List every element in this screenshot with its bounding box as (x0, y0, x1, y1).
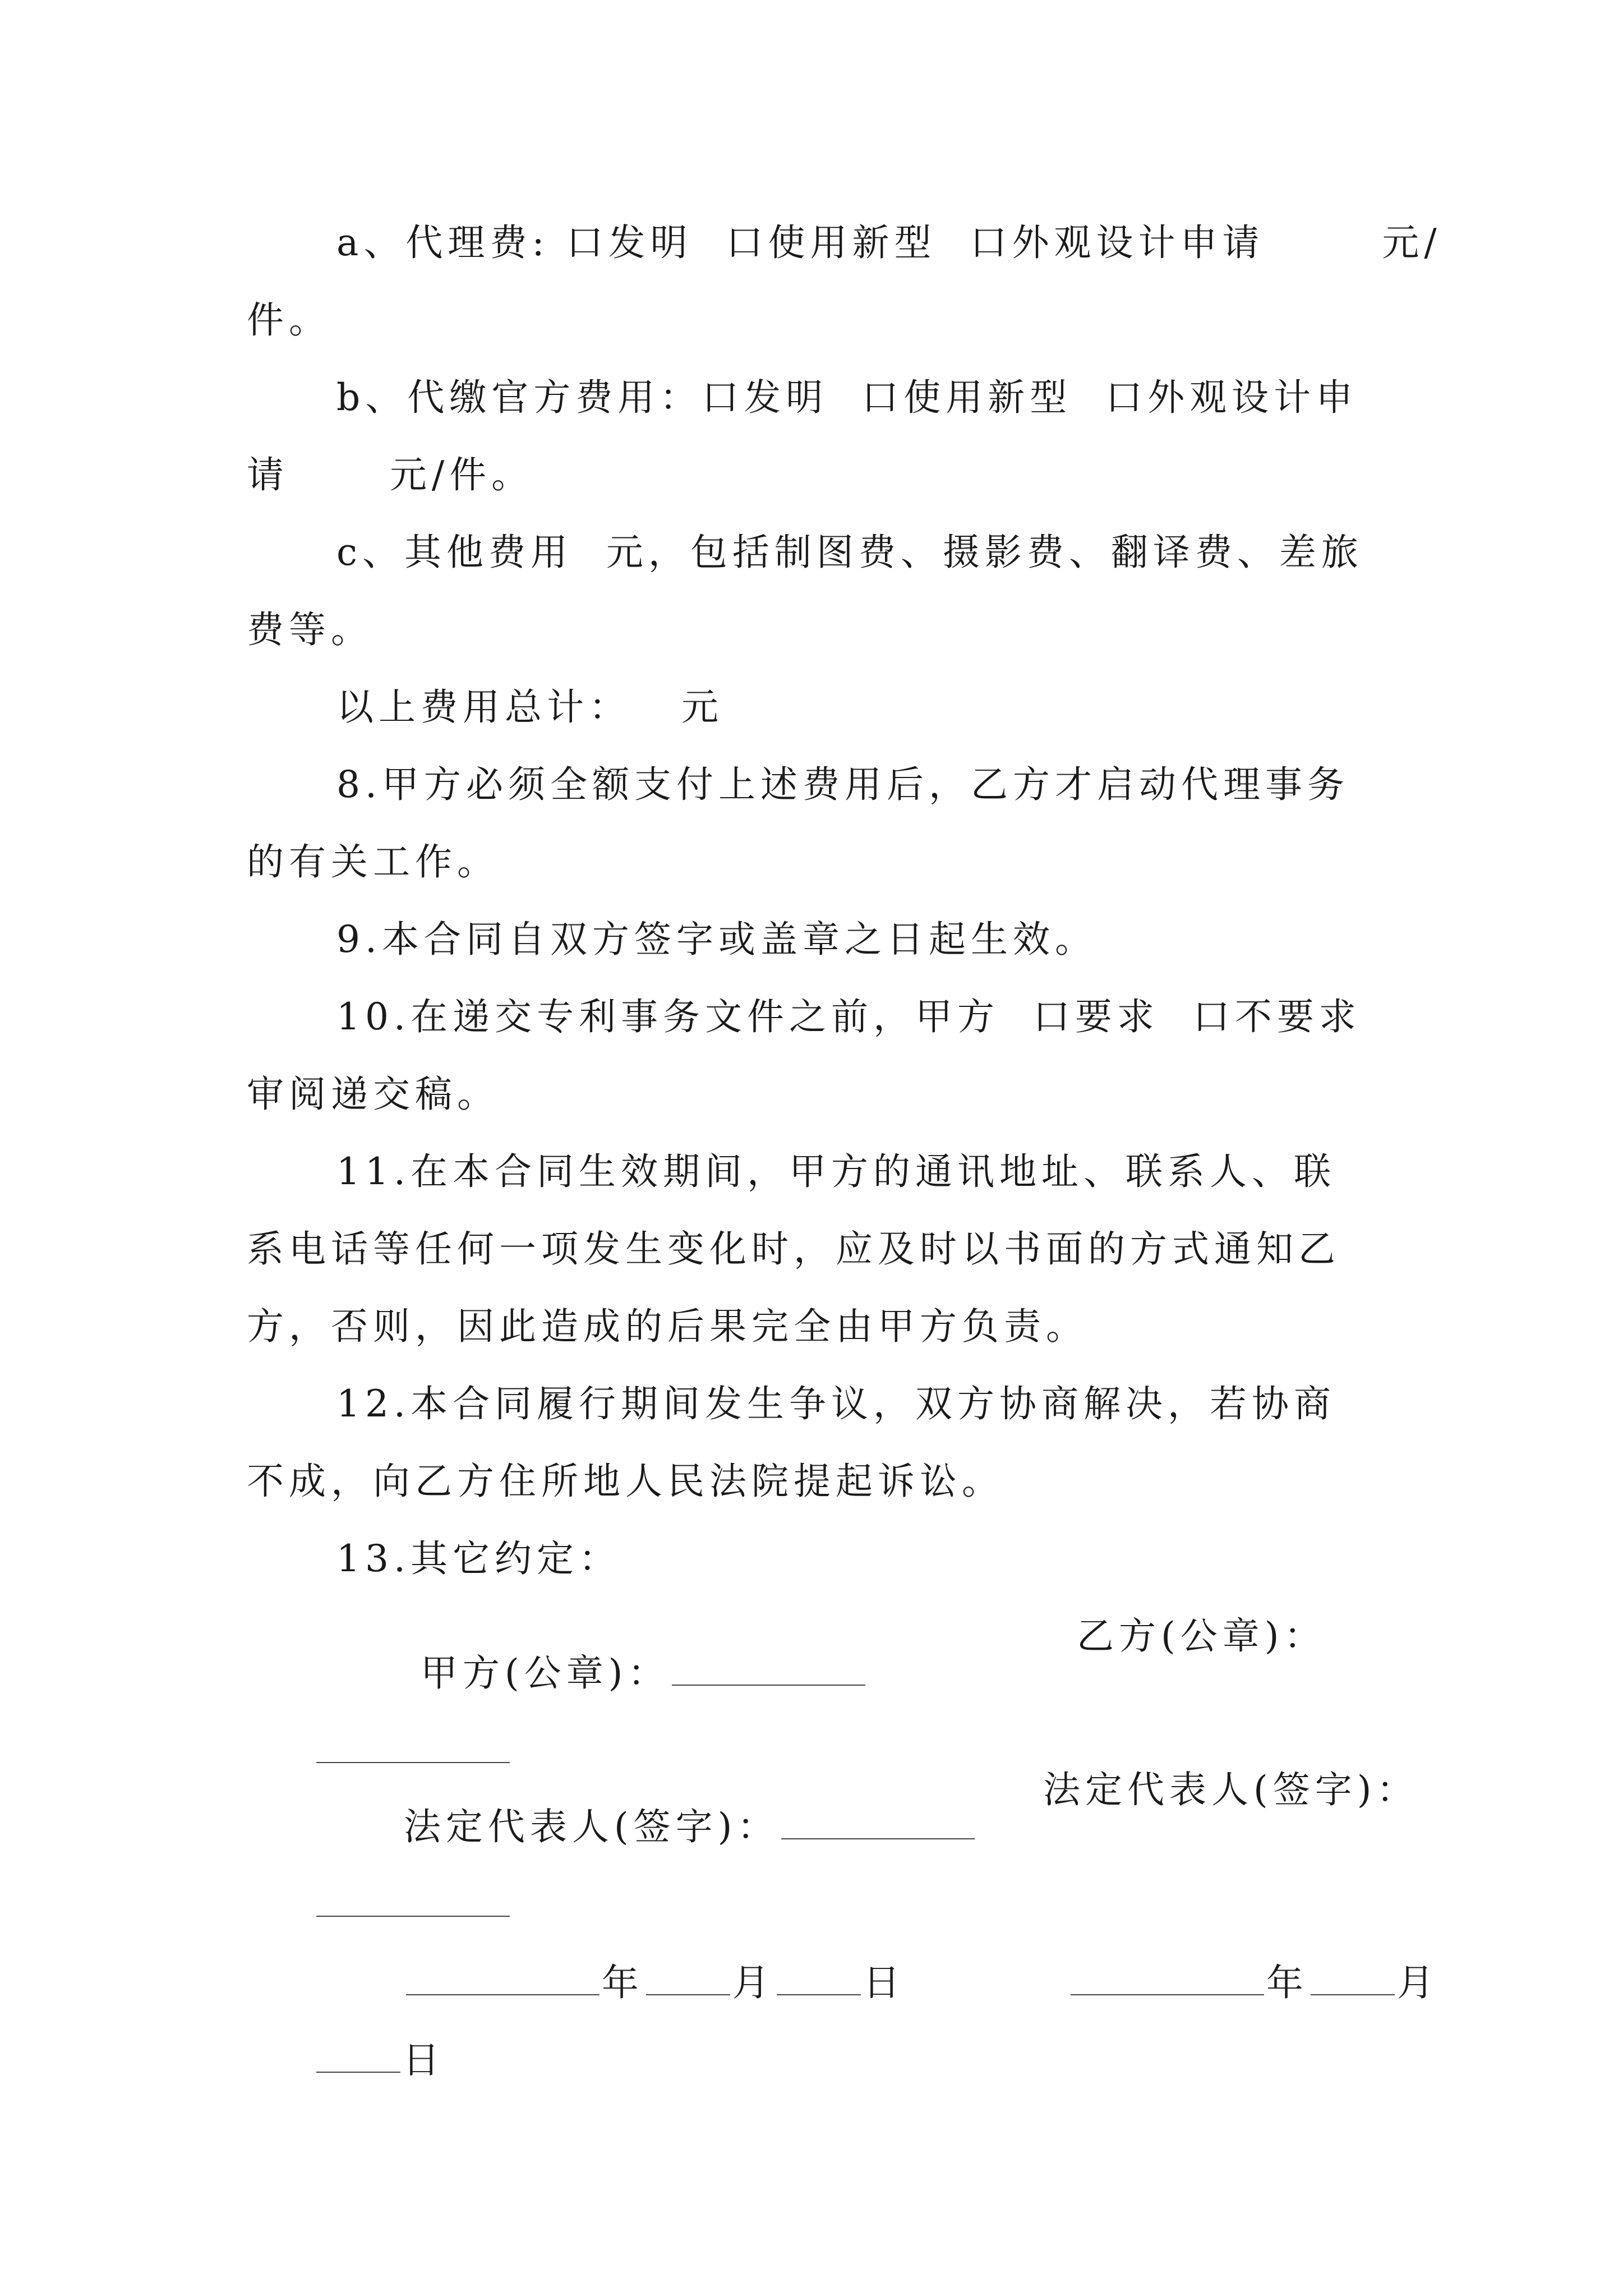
clause-11-line3: 方，否则，因此造成的后果完全由甲方负责。 (247, 1305, 1088, 1348)
date-a-month-blank (646, 1994, 730, 1995)
clause-c-line2: 费等。 (247, 608, 373, 651)
date-b-day: 日 (402, 2039, 445, 2082)
date-b-year-blank (1071, 1994, 1264, 1995)
clause-13: 13.其它约定： (336, 1537, 621, 1580)
clause-b-line1: b、代缴官方费用：口发明 口使用新型 口外观设计申 (336, 376, 1358, 419)
date-a-year: 年 (601, 1961, 644, 2004)
clause-11-line1: 11.在本合同生效期间，甲方的通讯地址、联系人、联 (336, 1150, 1336, 1193)
rep-a-label: 法定代表人(签字)： (403, 1805, 780, 1848)
clause-12-line2: 不成，向乙方住所地人民法院提起诉讼。 (247, 1460, 1004, 1503)
date-b-row (1001, 1927, 1439, 2039)
rep-b-blank (316, 1915, 510, 1917)
party-b-seal-blank (316, 1761, 510, 1763)
rep-b-label: 法定代表人(签字)： (1043, 1768, 1419, 1811)
clause-b-line2: 请 元/件。 (247, 453, 534, 496)
date-a-year-blank (406, 1994, 600, 1995)
date-a-day-blank (777, 1994, 861, 1995)
clause-a-line1: a、代理费: 口发明 口使用新型 口外观设计申请 元/ (336, 221, 1442, 264)
date-b-day-blank (316, 2071, 400, 2073)
clause-c-line1: c、其他费用 元，包括制图费、摄影费、翻译费、差旅 (336, 531, 1363, 574)
clause-10-line1: 10.在递交专利事务文件之前，甲方 口要求 口不要求 (336, 995, 1361, 1038)
clause-8-line1: 8.甲方必须全额支付上述费用后，乙方才启动代理事务 (336, 763, 1349, 806)
rep-a-blank (781, 1838, 975, 1839)
date-a-day: 日 (863, 1961, 905, 2004)
clause-12-line1: 12.本合同履行期间发生争议，双方协商解决，若协商 (336, 1382, 1336, 1425)
clause-10-line2: 审阅递交稿。 (247, 1073, 499, 1116)
date-b-month-blank (1311, 1994, 1395, 1995)
party-b-seal-label: 乙方(公章)： (1077, 1614, 1326, 1658)
clause-a-line2: 件。 (247, 298, 331, 342)
clause-8-line2: 的有关工作。 (247, 840, 499, 884)
party-a-seal-label: 甲方(公章)： (420, 1651, 670, 1695)
party-a-seal-blank (672, 1684, 865, 1686)
date-b-month: 月 (1396, 1961, 1439, 2004)
date-a-month: 月 (732, 1961, 774, 2004)
fee-total: 以上费用总计： 元 (336, 685, 723, 729)
date-b-day-row (247, 2005, 445, 2116)
date-b-year: 年 (1266, 1961, 1308, 2004)
clause-11-line2: 系电话等任何一项发生变化时，应及时以书面的方式通知乙 (247, 1227, 1340, 1271)
clause-9: 9.本合同自双方签字或盖章之日起生效。 (336, 918, 1097, 961)
